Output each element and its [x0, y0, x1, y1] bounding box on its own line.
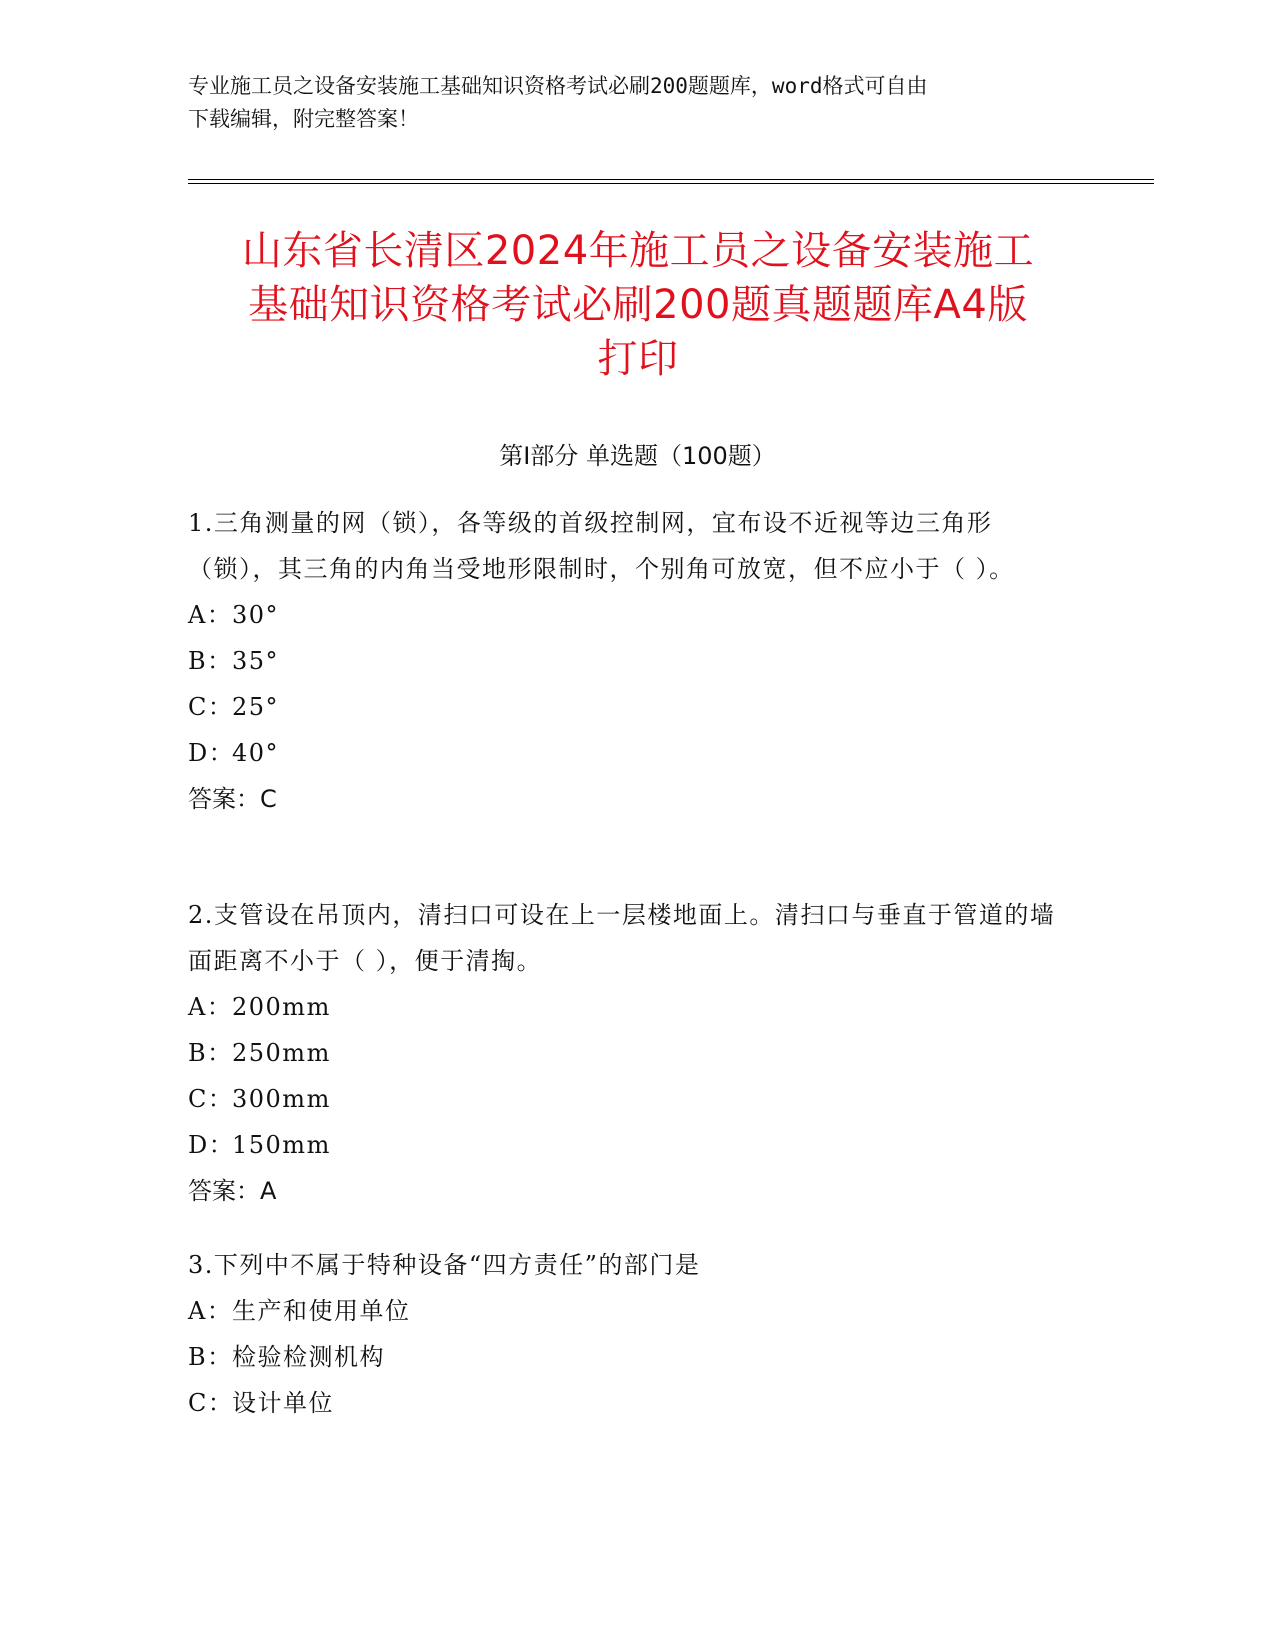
- header-note: [188, 70, 1088, 136]
- option-letter: C：: [188, 1085, 234, 1113]
- option-b: [188, 1334, 1068, 1380]
- option-text: 35°: [232, 647, 280, 675]
- option-letter: A：: [188, 1297, 233, 1325]
- option-letter: D：: [188, 1131, 235, 1159]
- option-c: [188, 1380, 1068, 1426]
- option-text: 生产和使用单位: [232, 1297, 411, 1325]
- section-heading: 第Ⅰ部分 单选题（100题）: [499, 442, 776, 470]
- option-text: 200mm: [232, 993, 331, 1021]
- option-letter: B：: [188, 1343, 233, 1371]
- option-text: 25°: [232, 693, 280, 721]
- document-title-line-2: 基础知识资格考试必刷200题真题题库A4版: [248, 282, 1028, 328]
- option-text: 设计单位: [232, 1389, 334, 1417]
- option-a: [188, 1288, 1068, 1334]
- question-1: [188, 500, 1068, 822]
- answer: 答案：C: [188, 785, 277, 813]
- option-text: 40°: [232, 739, 280, 767]
- option-letter: D：: [188, 739, 235, 767]
- option-b: [188, 638, 1068, 684]
- option-text: 检验检测机构: [232, 1343, 385, 1371]
- question-text: 2.支管设在吊顶内，清扫口可设在上一层楼地面上。清扫口与垂直于管道的墙面距离不小于（ ），便于清掏。: [188, 901, 1056, 975]
- option-letter: B：: [188, 1039, 233, 1067]
- question-text: 3.下列中不属于特种设备“四方责任”的部门是: [188, 1251, 701, 1279]
- option-a: [188, 984, 1068, 1030]
- answer: 答案：A: [188, 1177, 277, 1205]
- document-title-line-1: 山东省长清区2024年施工员之设备安装施工: [241, 228, 1035, 274]
- option-d: [188, 1122, 1068, 1168]
- option-text: 300mm: [232, 1085, 331, 1113]
- option-letter: A：: [188, 993, 233, 1021]
- question-text: 1.三角测量的网（锁），各等级的首级控制网，宜布设不近视等边三角形（锁），其三角的内角当受地形限制时，个别角可放宽，但不应小于（ ）。: [188, 509, 1015, 583]
- header-divider-thin: [188, 183, 1154, 184]
- option-letter: C：: [188, 1389, 234, 1417]
- option-d: [188, 730, 1068, 776]
- question-2: [188, 892, 1068, 1214]
- question-3: [188, 1242, 1068, 1426]
- document-title: [150, 224, 1126, 386]
- option-text: 150mm: [232, 1131, 331, 1159]
- option-letter: C：: [188, 693, 234, 721]
- option-letter: A：: [188, 601, 233, 629]
- document-title-line-3: 打印: [597, 336, 679, 382]
- option-b: [188, 1030, 1068, 1076]
- option-text: 250mm: [232, 1039, 331, 1067]
- option-text: 30°: [232, 601, 280, 629]
- header-note-line-1: 专业施工员之设备安装施工基础知识资格考试必刷200题题库，word格式可自由: [188, 74, 928, 98]
- option-letter: B：: [188, 647, 233, 675]
- option-a: [188, 592, 1068, 638]
- header-note-line-2: 下载编辑，附完整答案！: [188, 107, 419, 131]
- option-c: [188, 1076, 1068, 1122]
- option-c: [188, 684, 1068, 730]
- header-divider-thick: [188, 179, 1154, 180]
